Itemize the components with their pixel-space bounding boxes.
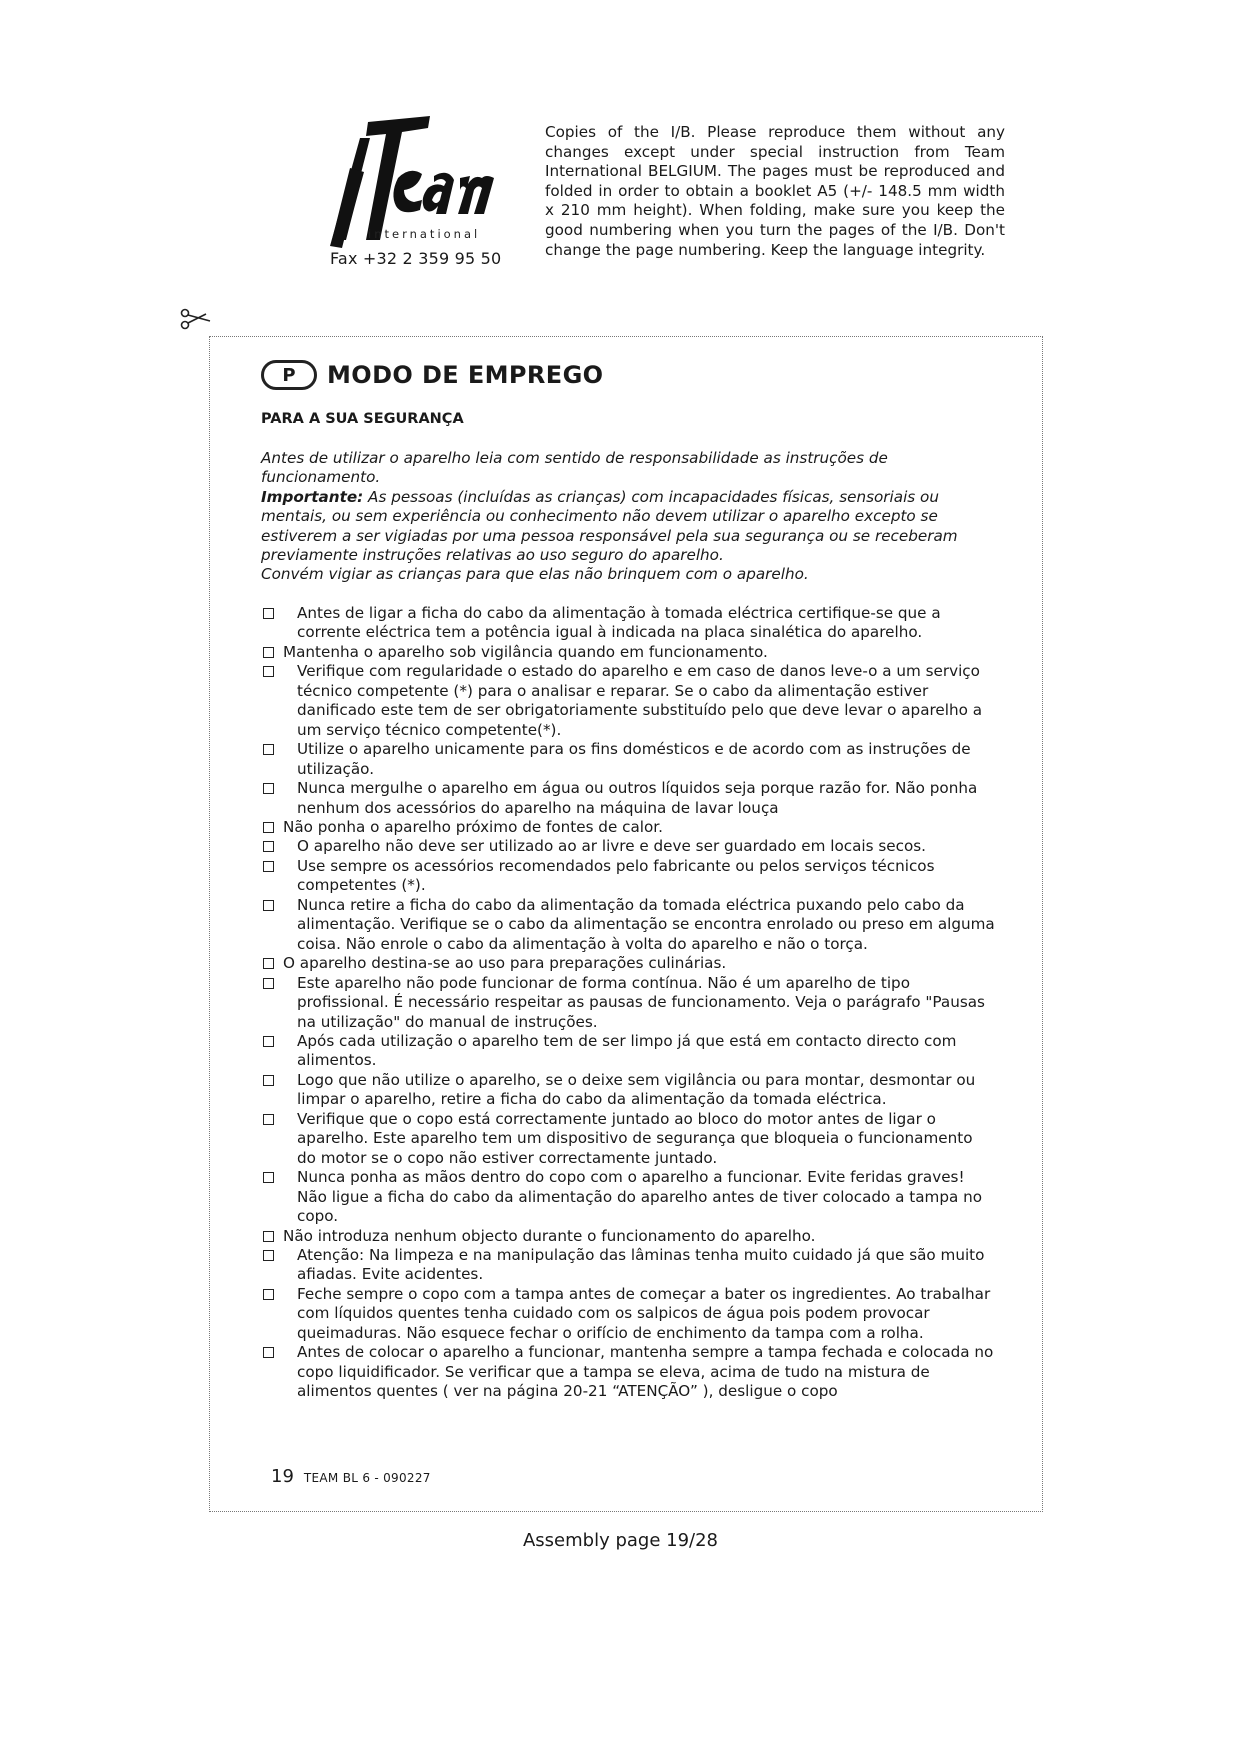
list-item xyxy=(261,604,996,643)
document-code: TEAM BL 6 - 090227 xyxy=(303,1471,431,1485)
safety-subtitle: PARA A SUA SEGURANÇA xyxy=(261,411,464,427)
checkbox-icon xyxy=(263,647,274,658)
intro-paragraph: Antes de utilizar o aparelho leia com sentido de responsabilidade as instruções de funcionamento. xyxy=(261,449,888,487)
reproduction-notice: Copies of the I/B. Please reproduce them without any changes except under special instruction from Team International BELGIUM. The pages must be reproduced and folded in order to obtain a booklet A5 (+/- 148.5 mm width x 210 mm height). When folding, make sure you keep the good numbering when you turn the pages of the I/B. Don't change the page numbering. Keep the language integrity. xyxy=(545,123,1005,259)
list-item-text: Antes de colocar o aparelho a funcionar, mantenha sempre a tampa fechada e colocada no copo liquidificador. Se verificar que a tampa se eleva, acima de tudo na mistura de alimentos quentes ( ver na página 20-21 “ATENÇÃO” ), desligue o copo xyxy=(297,1343,994,1401)
checkbox-icon xyxy=(263,666,274,677)
page-number: 19 xyxy=(271,1466,294,1487)
checkbox-icon xyxy=(263,1250,274,1261)
list-item xyxy=(261,1110,996,1168)
list-item xyxy=(261,1071,996,1110)
checkbox-icon xyxy=(263,1347,274,1358)
team-international-logo xyxy=(310,108,500,258)
checkbox-icon xyxy=(263,1114,274,1125)
list-item-text: Verifique que o copo está correctamente juntado ao bloco do motor antes de ligar o aparelho. Este aparelho tem um dispositivo de segurança que bloqueia o funcionamento do motor se o copo não estiver correctamente juntado. xyxy=(297,1109,973,1167)
list-item xyxy=(261,779,996,818)
checkbox-icon xyxy=(263,958,274,969)
children-paragraph: Convém vigiar as crianças para que elas não brinquem com o aparelho. xyxy=(261,565,809,584)
checkbox-icon xyxy=(263,978,274,989)
list-item xyxy=(261,1343,996,1401)
list-item xyxy=(261,837,996,856)
assembly-page-label: Assembly page 19/28 xyxy=(522,1530,719,1551)
list-item xyxy=(261,1168,996,1226)
list-item xyxy=(261,662,996,740)
list-item xyxy=(261,740,996,779)
list-item xyxy=(261,1227,996,1246)
logo-subtext: international xyxy=(368,227,481,241)
list-item xyxy=(261,1246,996,1285)
section-heading xyxy=(261,358,603,392)
scissors-icon xyxy=(180,308,212,330)
intro-text xyxy=(261,449,986,585)
list-item xyxy=(261,896,996,954)
list-item-text: Mantenha o aparelho sob vigilância quando em funcionamento. xyxy=(283,642,768,661)
checkbox-icon xyxy=(263,1289,274,1300)
list-item xyxy=(261,1285,996,1343)
checkbox-icon xyxy=(263,861,274,872)
important-text: As pessoas (incluídas as crianças) com incapacidades físicas, sensoriais ou mentais, ou sem experiência ou conhecimento não devem utilizar o aparelho excepto se estiverem a ser vigiadas por uma pessoa responsável pela sua segurança ou se receberam previamente instruções relativas ao uso seguro do aparelho. xyxy=(261,487,958,565)
list-item-text: Logo que não utilize o aparelho, se o deixe sem vigilância ou para montar, desmontar ou limpar o aparelho, retire a ficha do cabo da alimentação da tomada eléctrica. xyxy=(297,1070,976,1109)
checkbox-icon xyxy=(263,900,274,911)
language-badge: P xyxy=(261,360,317,390)
list-item-text: Nunca ponha as mãos dentro do copo com o aparelho a funcionar. Evite feridas graves! Não ligue a ficha do cabo da alimentação do aparelho antes de tiver colocado a tampa no copo. xyxy=(297,1168,983,1226)
checkbox-icon xyxy=(263,1075,274,1086)
list-item-text: Utilize o aparelho unicamente para os fins domésticos e de acordo com as instruções de utilização. xyxy=(297,740,971,778)
list-item-text: O aparelho destina-se ao uso para preparações culinárias. xyxy=(283,954,727,973)
important-label: Importante: xyxy=(261,487,364,506)
list-item-text: Verifique com regularidade o estado do aparelho e em caso de danos leve-o a um serviço técnico competente (*) para o analisar e reparar. Se o cabo da alimentação estiver danificado este tem de ser obrigatoriamente substituído pelo que deve levar o aparelho a um serviço técnico competente(*). xyxy=(297,662,983,739)
list-item-text: Use sempre os acessórios recomendados pelo fabricante ou pelos serviços técnicos competentes (*). xyxy=(297,856,935,895)
checkbox-icon xyxy=(263,744,274,755)
checkbox-icon xyxy=(263,1231,274,1242)
important-paragraph xyxy=(261,488,986,566)
list-item-text: Não ponha o aparelho próximo de fontes de calor. xyxy=(283,817,663,836)
safety-list xyxy=(261,604,996,1402)
list-item xyxy=(261,954,996,973)
section-title: MODO DE EMPREGO xyxy=(327,361,604,389)
page-footer xyxy=(271,1466,431,1487)
list-item-text: Após cada utilização o aparelho tem de ser limpo já que está em contacto directo com alimentos. xyxy=(297,1031,957,1070)
list-item-text: Este aparelho não pode funcionar de forma contínua. Não é um aparelho de tipo profissional. É necessário respeitar as pausas de funcionamento. Veja o parágrafo "Pausas na utilização" do manual de instruções. xyxy=(297,973,985,1031)
checkbox-icon xyxy=(263,783,274,794)
list-item-text: Feche sempre o copo com a tampa antes de começar a bater os ingredientes. Ao trabalhar com líquidos quentes tenha cuidado com os salpicos de água pois podem provocar queimaduras. Não esquece fechar o orifício de enchimento da tampa com a rolha. xyxy=(297,1284,991,1342)
checkbox-icon xyxy=(263,1172,274,1183)
checkbox-icon xyxy=(263,608,274,619)
list-item xyxy=(261,974,996,1032)
checkbox-icon xyxy=(263,822,274,833)
list-item xyxy=(261,643,996,662)
checkbox-icon xyxy=(263,1036,274,1047)
list-item-text: Não introduza nenhum objecto durante o funcionamento do aparelho. xyxy=(283,1226,816,1245)
list-item xyxy=(261,1032,996,1071)
list-item-text: Nunca retire a ficha do cabo da alimentação da tomada eléctrica puxando pelo cabo da alimentação. Verifique se o cabo da alimentação se encontra enrolado ou preso em alguma coisa. Não enrole o cabo da alimentação à volta do aparelho e não o torça. xyxy=(297,895,995,953)
list-item-text: O aparelho não deve ser utilizado ao ar livre e deve ser guardado em locais secos. xyxy=(297,837,927,856)
list-item-text: Nunca mergulhe o aparelho em água ou outros líquidos seja porque razão for. Não ponha nenhum dos acessórios do aparelho na máquina de lavar louça xyxy=(297,779,978,817)
list-item xyxy=(261,818,996,837)
list-item-text: Atenção: Na limpeza e na manipulação das lâminas tenha muito cuidado já que são muito afiadas. Evite acidentes. xyxy=(297,1245,985,1284)
list-item-text: Antes de ligar a ficha do cabo da alimentação à tomada eléctrica certifique-se que a corrente eléctrica tem a potência igual à indicada na placa sinalética do aparelho. xyxy=(297,604,941,642)
checkbox-icon xyxy=(263,841,274,852)
list-item xyxy=(261,857,996,896)
fax-number: Fax +32 2 359 95 50 xyxy=(330,249,502,268)
